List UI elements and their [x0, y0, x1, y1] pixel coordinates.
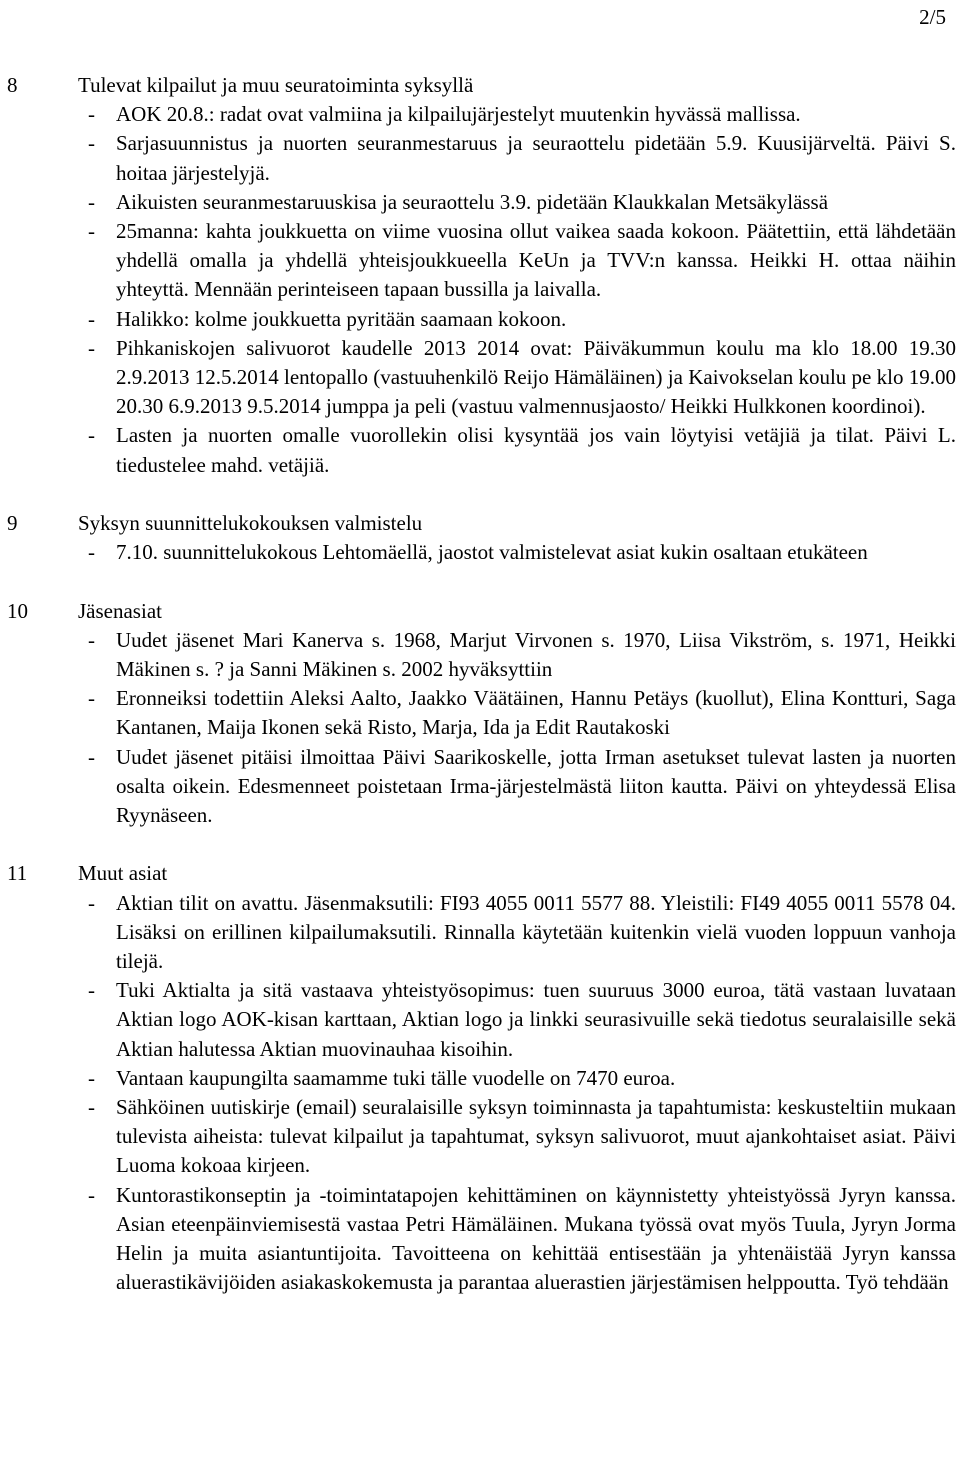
section-heading: [0, 509, 960, 538]
list-item: - Vantaan kaupungilta saamamme tuki tälle vuodelle on 7470 euroa.: [88, 1065, 676, 1090]
section-number: 9: [7, 511, 18, 536]
list-item: - 7.10. suunnittelukokous Lehtomäellä, jaostot valmistelevat asiat kukin osaltaan etukäteen: [88, 540, 868, 565]
section-heading: [0, 859, 960, 888]
section-title: Muut asiat: [78, 861, 168, 886]
list-item: - Halikko: kolme joukkuetta pyritään saamaan kokoon.: [88, 306, 567, 331]
section-10: [0, 597, 960, 831]
section-heading: [0, 597, 960, 626]
list-item: - Sähköinen uutiskirje (email) seuralaisille syksyn toiminnasta ja tapahtumista: keskusteltiin mukaan tulevista aiheista: tulevat kilpailut ja tapahtumat, syksyn salivuorot, muut ajankohtaiset asiat. Päivi Luoma kokoaa kirjeen.: [88, 1095, 956, 1178]
section-number: 10: [7, 598, 28, 623]
list-item: - Pihkaniskojen salivuorot kaudelle 2013 2014 ovat: Päiväkummun koulu ma klo 18.00 19.30 2.9.2013 12.5.2014 lentopallo (vastuuhenkilö Reijo Hämäläinen) ja Kaivokselan koulu pe klo 19.00 20.30 6.9.2013 9.5.2014 jumppa ja peli (vastuu valmennusjaosto/ Heikki Hulkkonen koordinoi).: [88, 335, 956, 419]
list-item: - Aktian tilit on avattu. Jäsenmaksutili: FI93 4055 0011 5577 88. Yleistili: FI49 4055 0011 5578 04. Lisäksi on erillinen kilpailumaksutili. Rinnalla käytetään kuitenkin vielä vuoden loppuun vanhoja tilejä.: [88, 890, 956, 973]
list-item: - 25manna: kahta joukkuetta on viime vuosina ollut vaikea saada kokoon. Päätettiin, että lähdetään yhdellä omalla ja yhdellä yhteisjoukkueella KeUn ja TVV:n kanssa. Heikki H. ottaa näihin yhteyttä. Mennään perinteiseen tapaan bussilla ja laivalla.: [88, 219, 956, 302]
section-title: Jäsenasiat: [78, 598, 162, 623]
list-item: - Uudet jäsenet pitäisi ilmoittaa Päivi Saarikoskelle, jotta Irman asetukset tulevat lasten ja nuorten osalta oikein. Edesmenneet poistetaan Irma-järjestelmästä liiton kautta. Päivi on yhteydessä Elisa Ryynäseen.: [88, 744, 956, 827]
list-item: - Sarjasuunnistus ja nuorten seuranmestaruus ja seuraottelu pidetään 5.9. Kuusijärveltä. Päivi S. hoitaa järjestelyjä.: [88, 131, 956, 185]
list-item: - Eronneiksi todettiin Aleksi Aalto, Jaakko Väätäinen, Hannu Petäys (kuollut), Elina Kontturi, Saga Kantanen, Maija Ikonen sekä Risto, Marja, Ida ja Edit Rautakoski: [88, 686, 956, 740]
list-item: - Aikuisten seuranmestaruuskisa ja seuraottelu 3.9. pidetään Klaukkalan Metsäkylässä: [88, 189, 829, 214]
section-title: Tulevat kilpailut ja muu seuratoiminta syksyllä: [78, 73, 474, 97]
section-heading: [0, 71, 960, 100]
list-item: - Lasten ja nuorten omalle vuorollekin olisi kysyntää jos vain löytyisi vetäjiä ja tilat. Päivi L. tiedustelee mahd. vetäjiä.: [88, 423, 956, 477]
section-number: 8: [7, 73, 18, 97]
section-9: [0, 509, 960, 567]
list-item: - Kuntorastikonseptin ja -toimintatapojen kehittäminen on käynnistetty yhteistyössä Jyryn kanssa. Asian eteenpäinviemisestä vastaa Petri Hämäläinen. Mukana työssä ovat myös Tuula, Jyryn Jorma Helin ja muita asiantuntijoita. Tavoitteena on kehittää entisestään ja yhtenäistää Jyryn kanssa aluerastikävijöiden asiakaskokemusta ja parantaa aluerastien järjestämisen helppoutta. Työ tehdään: [88, 1182, 956, 1295]
list-item: - Tuki Aktialta ja sitä vastaava yhteistyösopimus: tuen suuruus 3000 euroa, tätä vastaan luvataan Aktian logo AOK-kisan karttaan, Aktian logo ja linkki seurasivuille sekä tiedotus seuralaisille sekä Aktian halutessa Aktian muovinauhaa kisoihin.: [88, 978, 956, 1061]
section-number: 11: [7, 861, 28, 886]
section-11: [0, 859, 960, 1297]
list-item: - AOK 20.8.: radat ovat valmiina ja kilpailujärjestelyt muutenkin hyvässä mallissa.: [88, 102, 801, 127]
section-8: [0, 71, 960, 480]
page-number: 2/5: [919, 5, 946, 29]
list-item: - Uudet jäsenet Mari Kanerva s. 1968, Marjut Virvonen s. 1970, Liisa Vikström, s. 1971, Heikki Mäkinen s. ? ja Sanni Mäkinen s. 2002 hyväksyttiin: [88, 627, 956, 681]
document-body: [0, 71, 960, 1297]
section-title: Syksyn suunnittelukokouksen valmistelu: [78, 511, 423, 536]
